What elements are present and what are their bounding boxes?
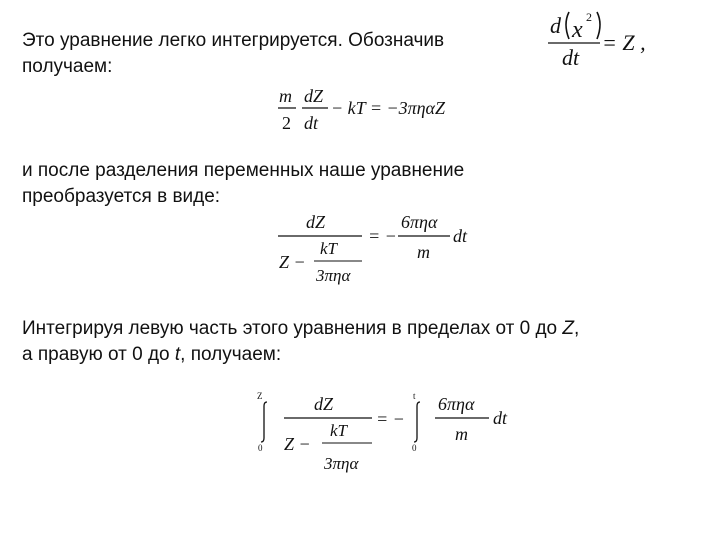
separation-line-2: преобразуется в виде:	[22, 186, 221, 207]
ode-frac-den: dt	[304, 113, 319, 133]
ode-coef-num: m	[279, 86, 292, 106]
int-rhs-den: m	[455, 424, 468, 444]
int-right-sign	[414, 402, 420, 442]
intro-paragraph	[22, 28, 444, 80]
subst-left-paren	[566, 12, 569, 39]
subst-num-d: d	[550, 13, 561, 38]
sep-rhs-den: m	[417, 242, 430, 262]
separated-formula	[276, 206, 476, 290]
int-den-left: Z −	[284, 434, 311, 454]
integrated-formula	[252, 388, 522, 480]
int-den-frac-num: kT	[330, 421, 347, 440]
subst-right-paren	[597, 12, 600, 39]
integration-paragraph	[22, 316, 579, 368]
sep-den-left: Z −	[279, 252, 306, 272]
sep-rhs-num: 6πηα	[401, 212, 438, 232]
subst-num-exp: 2	[586, 10, 592, 24]
ode-rest: − kT = −3πηαZ	[331, 98, 446, 118]
int-left-sign	[261, 402, 267, 442]
sep-den-frac-den: 3πηα	[316, 266, 351, 285]
integration-line-1	[22, 316, 579, 342]
separation-line-1: и после разделения переменных наше уравнение	[22, 160, 465, 181]
ode-coef-den: 2	[282, 113, 291, 133]
ode-frac-num: dZ	[304, 86, 324, 106]
sep-rhs-tail: dt	[453, 226, 468, 246]
int-den-frac-den: 3πηα	[324, 454, 359, 473]
int-left-lower: 0	[258, 443, 263, 453]
sep-num: dZ	[306, 212, 326, 232]
int-rhs-num: 6πηα	[438, 394, 475, 414]
int-num: dZ	[314, 394, 334, 414]
integration-line-2-var: t	[174, 344, 181, 365]
substitution-formula	[538, 6, 678, 68]
sep-eq: = −	[368, 226, 397, 246]
integration-line-2-text: а правую от 0 до	[22, 344, 175, 365]
intro-line-1: Это уравнение легко интегрируется. Обозначив	[22, 30, 445, 51]
ode-formula	[276, 84, 476, 138]
subst-num-x: x	[572, 17, 583, 43]
subst-den: dt	[562, 45, 580, 70]
sep-den-frac-num: kT	[320, 239, 337, 258]
int-eq: = −	[376, 409, 405, 429]
integration-line-1-var: Z	[562, 318, 575, 339]
integration-line-2	[22, 342, 579, 368]
separation-paragraph	[22, 158, 464, 210]
intro-line-2: получаем:	[22, 56, 113, 77]
integration-line-1-tail: ,	[574, 318, 580, 339]
subst-rhs: = Z ,	[602, 30, 646, 55]
int-right-upper: t	[413, 391, 416, 401]
integration-line-2-tail: , получаем:	[180, 344, 282, 365]
int-rhs-tail: dt	[493, 408, 508, 428]
int-left-upper: Z	[257, 391, 263, 401]
integration-line-1-text: Интегрируя левую часть этого уравнения в пределах от 0 до	[22, 318, 563, 339]
int-right-lower: 0	[412, 443, 417, 453]
